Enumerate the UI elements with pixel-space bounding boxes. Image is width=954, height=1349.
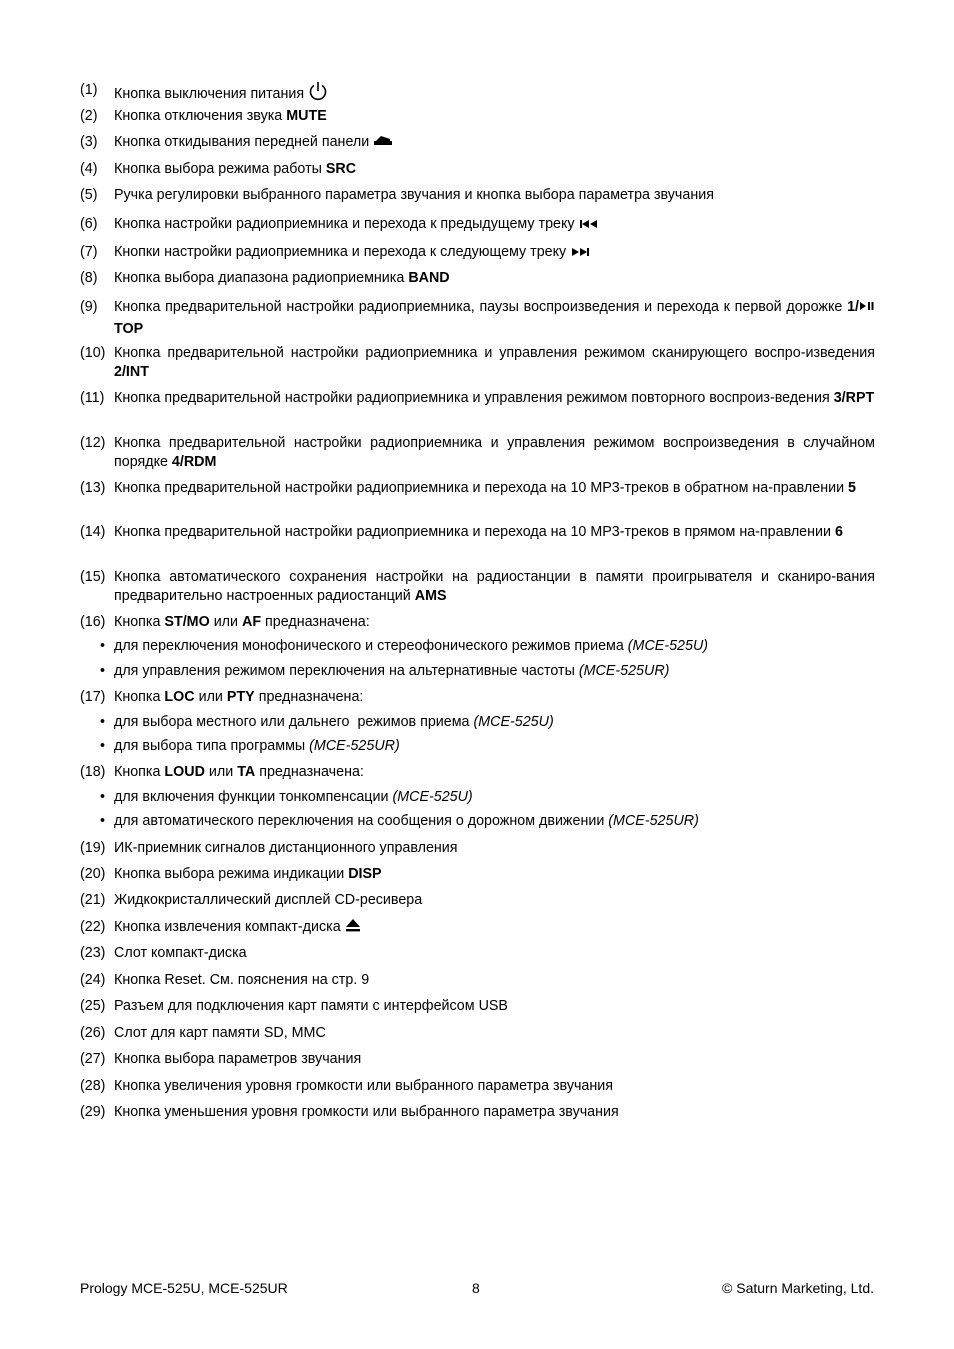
- item-code-prefix: 1/: [847, 299, 859, 315]
- item-number: (2): [80, 108, 98, 124]
- item-code: TOP: [114, 321, 144, 337]
- item-number: (17): [80, 689, 106, 705]
- item-number: (13): [80, 480, 106, 496]
- list-item: [80, 613, 875, 632]
- item-number: (14): [80, 524, 106, 540]
- list-item: [80, 568, 875, 605]
- item-number: (9): [80, 299, 98, 315]
- item-code: DISP: [348, 866, 382, 882]
- item-text: Кнопка предварительной настройки радиоприемника и управления режимом воспроизведения в случайном порядке: [114, 435, 875, 470]
- item-text: Ручка регулировки выбранного параметра звучания и кнопка выбора параметра звучания: [114, 187, 714, 203]
- list-item: [80, 107, 875, 126]
- list-item: [80, 186, 875, 205]
- item-number: (7): [80, 244, 98, 260]
- model-label: (MCE-525U): [392, 789, 473, 805]
- next-track-icon: [570, 247, 590, 257]
- item-code: ST/MO: [164, 614, 210, 630]
- bullet: •: [100, 663, 106, 679]
- item-text: Кнопка предварительной настройки радиоприемника и перехода на 10 MP3-треков в прямом на-правлении: [114, 524, 831, 540]
- item-text: Кнопка отключения звука: [114, 108, 283, 124]
- item-code: 6: [834, 524, 843, 540]
- list-item: [80, 971, 875, 990]
- list-item: [80, 865, 875, 884]
- footer-copyright: © Saturn Marketing, Ltd.: [722, 1280, 874, 1296]
- list-item: [80, 688, 875, 707]
- model-label: (MCE-525U): [473, 714, 554, 730]
- item-number: (1): [80, 82, 98, 98]
- item-text: Кнопка предварительной настройки радиоприемника и управления режимом сканирующего воспро-изведения: [114, 345, 875, 361]
- bullet: •: [100, 789, 106, 805]
- item-number: (11): [80, 390, 105, 406]
- item-text: Кнопка настройки радиоприемника и перехода к предыдущему треку: [114, 216, 575, 232]
- item-number: (18): [80, 764, 106, 780]
- list-item: [80, 944, 875, 963]
- item-number: (23): [80, 945, 106, 961]
- list-item: [80, 81, 875, 104]
- item-text: Кнопка предварительной настройки радиоприемника, паузы воспроизведения и перехода к первой дорожке: [114, 299, 843, 315]
- item-number: (12): [80, 435, 106, 451]
- item-number: (16): [80, 614, 106, 630]
- item-code: MUTE: [286, 108, 327, 124]
- page-number: 8: [472, 1280, 480, 1296]
- sub-item: [100, 637, 708, 656]
- list-item: [80, 918, 875, 937]
- sub-item: [100, 737, 400, 756]
- sub-item-text: для управления режимом переключения на альтернативные частоты: [114, 663, 575, 679]
- footer-model: Prology MCE-525U, MCE-525UR: [80, 1280, 288, 1296]
- list-item: [80, 243, 875, 262]
- item-number: (6): [80, 216, 98, 232]
- item-text: Кнопка выбора режима индикации: [114, 866, 345, 882]
- list-item: [80, 479, 875, 498]
- model-label: (MCE-525UR): [578, 663, 670, 679]
- list-item: [80, 269, 875, 288]
- item-text: Кнопка предварительной настройки радиоприемника и перехода на 10 MP3-треков в обратном на-правлении: [114, 480, 845, 496]
- sub-item-text: для выбора типа программы: [114, 738, 306, 754]
- item-code: 5: [848, 480, 856, 496]
- list-item: [80, 891, 875, 910]
- list-item: [80, 1050, 875, 1069]
- list-item: [80, 997, 875, 1016]
- item-number: (22): [80, 919, 106, 935]
- list-item: [80, 133, 875, 152]
- item-code: 2/INT: [114, 363, 149, 380]
- item-text: ИК-приемник сигналов дистанционного управления: [114, 840, 458, 856]
- panel-release-icon: [373, 133, 393, 147]
- item-code: 3/RPT: [833, 390, 875, 406]
- item-text: или: [213, 614, 239, 630]
- list-item: [80, 389, 875, 408]
- list-item: [80, 160, 875, 179]
- power-icon: [308, 81, 328, 101]
- item-number: (26): [80, 1025, 106, 1041]
- item-text: предназначена:: [258, 689, 364, 705]
- item-number: (10): [80, 345, 106, 361]
- item-text: предназначена:: [265, 614, 370, 630]
- item-number: (8): [80, 270, 98, 286]
- list-item: [80, 1077, 875, 1096]
- item-text: или: [208, 764, 234, 780]
- list-item: [80, 296, 875, 340]
- item-text: Кнопка откидывания передней панели: [114, 134, 370, 150]
- item-text: Кнопка: [114, 614, 161, 630]
- item-text: Слот для карт памяти SD, MMC: [114, 1025, 326, 1041]
- list-item: [80, 1024, 875, 1043]
- item-text: Жидкокристаллический дисплей CD-ресивера: [114, 892, 423, 908]
- item-text: Кнопка автоматического сохранения настройки на радиостанции в памяти проигрывателя и сканиро-вания предварительно настроенных радиостанций: [114, 569, 875, 604]
- sub-item: [100, 788, 473, 807]
- item-text: Кнопка выбора параметров звучания: [114, 1051, 362, 1067]
- model-label: (MCE-525U): [627, 638, 709, 654]
- item-code: BAND: [408, 270, 450, 286]
- list-item: [80, 434, 875, 471]
- play-pause-icon: [859, 301, 875, 311]
- item-text: Кнопка Reset. См. пояснения на стр. 9: [114, 972, 370, 988]
- model-label: (MCE-525UR): [309, 738, 400, 754]
- item-text: Кнопка: [114, 764, 161, 780]
- item-text: Кнопки настройки радиоприемника и перехода к следующему треку: [114, 244, 567, 260]
- item-text: Кнопка: [114, 689, 161, 705]
- bullet: •: [100, 714, 106, 730]
- bullet: •: [100, 638, 106, 654]
- item-text: Кнопка выбора режима работы: [114, 161, 322, 177]
- item-code: 4/RDM: [171, 453, 217, 470]
- item-code: AMS: [414, 587, 447, 604]
- item-number: (25): [80, 998, 106, 1014]
- item-text: или: [198, 689, 223, 705]
- item-text: Кнопка увеличения уровня громкости или выбранного параметра звучания: [114, 1078, 614, 1094]
- item-text: Разъем для подключения карт памяти с интерфейсом USB: [114, 998, 508, 1014]
- item-text: Кнопка извлечения компакт-диска: [114, 919, 341, 935]
- item-text: Кнопка предварительной настройки радиоприемника и управления режимом повторного воспроиз-ведения: [114, 390, 830, 406]
- item-text: предназначена:: [259, 764, 364, 780]
- bullet: •: [100, 813, 106, 829]
- sub-item: [100, 662, 669, 681]
- list-item: [80, 344, 875, 381]
- item-text: Слот компакт-диска: [114, 945, 247, 961]
- item-text: Кнопка выключения питания: [114, 86, 305, 102]
- list-item: [80, 523, 875, 542]
- item-number: (27): [80, 1051, 106, 1067]
- item-text: Кнопка уменьшения уровня громкости или выбранного параметра звучания: [114, 1104, 619, 1120]
- item-number: (24): [80, 972, 106, 988]
- eject-icon: [345, 918, 361, 932]
- item-number: (28): [80, 1078, 106, 1094]
- bullet: •: [100, 738, 106, 754]
- sub-item: [100, 812, 699, 831]
- item-number: (4): [80, 161, 98, 177]
- item-code: AF: [242, 614, 262, 630]
- item-code: LOUD: [164, 764, 205, 780]
- item-code: LOC: [164, 689, 195, 705]
- item-number: (5): [80, 187, 98, 203]
- list-item: [80, 1103, 875, 1122]
- previous-track-icon: [579, 219, 599, 229]
- item-number: (15): [80, 569, 106, 585]
- sub-item-text: для включения функции тонкомпенсации: [114, 789, 389, 805]
- item-code: TA: [237, 764, 256, 780]
- list-item: [80, 763, 875, 782]
- item-number: (20): [80, 866, 106, 882]
- item-code: PTY: [226, 689, 255, 705]
- model-label: (MCE-525UR): [608, 813, 699, 829]
- item-number: (21): [80, 892, 106, 908]
- item-number: (3): [80, 134, 98, 150]
- sub-item-text: для выбора местного или дальнего режимов приема: [114, 714, 470, 730]
- item-number: (29): [80, 1104, 106, 1120]
- sub-item-text: для автоматического переключения на сообщения о дорожном движении: [114, 813, 605, 829]
- item-code: SRC: [325, 161, 357, 177]
- list-item: [80, 839, 875, 858]
- sub-item: [100, 713, 554, 732]
- item-number: (19): [80, 840, 106, 856]
- item-text: Кнопка выбора диапазона радиоприемника: [114, 270, 405, 286]
- list-item: [80, 215, 875, 234]
- sub-item-text: для переключения монофонического и стереофонического режимов приема: [114, 638, 624, 654]
